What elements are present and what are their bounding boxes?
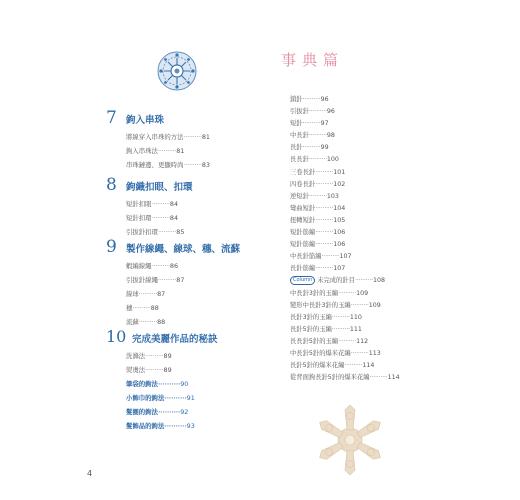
toc-entry[interactable]: 熨燙法··········89 [126, 366, 172, 374]
section-number: 9 [106, 237, 117, 257]
dictionary-entry[interactable]: 短針··········97 [290, 120, 329, 128]
toc-entry[interactable]: 引拔針扣環··········85 [126, 228, 185, 236]
crochet-snowflake-icon [314, 404, 386, 476]
section-title: 完成美麗作品的秘訣 [132, 334, 218, 345]
section-number: 8 [106, 175, 117, 195]
dictionary-entry-column[interactable]: Column 未完成的針目··········108 [290, 275, 480, 287]
toc-entry[interactable]: 將線穿入串珠的方法··········81 [126, 133, 210, 141]
dictionary-entry[interactable]: 逆短針··········103 [290, 192, 339, 200]
dictionary-entry[interactable]: 從背面鉤長針5針的爆米花編··········114 [290, 374, 400, 382]
section-title: 製作線繩、線球、穗、流蘇 [126, 244, 241, 255]
toc-project-list [126, 377, 195, 433]
section-title: 鉤織扣眼、扣環 [126, 182, 193, 193]
dictionary-entry[interactable]: 變形中長針3針的玉編··········109 [290, 301, 381, 309]
dictionary-entry[interactable]: 長針3針的玉編··········110 [290, 313, 362, 321]
dictionary-entry[interactable]: 短針筋編··········106 [290, 229, 346, 237]
toc-project-entry[interactable]: 筆袋的鉤法··········90 [126, 380, 189, 388]
dictionary-entry[interactable]: 四卷長針··········102 [290, 180, 346, 188]
toc-entry[interactable]: 短針扣環··········84 [126, 214, 179, 222]
dictionary-entry[interactable]: 長針5針的爆米花編··········114 [290, 362, 375, 370]
column-badge: Column [290, 276, 315, 285]
crochet-doily-icon [156, 50, 198, 92]
dictionary-entry[interactable]: 鎖針··········96 [290, 96, 329, 103]
dictionary-entry[interactable]: 長針筋編··········107 [290, 265, 346, 273]
dictionary-entry[interactable]: 中長針筋編··········107 [290, 253, 352, 261]
toc-project-entry[interactable]: 小飾巾的鉤法··········91 [126, 394, 195, 402]
toc-section-9 [106, 237, 276, 329]
section-title: 鉤入串珠 [126, 115, 165, 126]
dictionary-list [290, 94, 480, 384]
toc-section-7 [106, 108, 276, 172]
toc-entry[interactable]: 引拔針線繩··········87 [126, 276, 185, 284]
toc-section-8 [106, 175, 276, 239]
toc-entry[interactable]: 穗··········88 [126, 304, 159, 312]
dictionary-entry[interactable]: 扭轉短針··········105 [290, 216, 346, 224]
toc-entry[interactable]: 鉤入串珠法··········81 [126, 147, 185, 155]
dictionary-entry[interactable]: 長針5針的玉編··········111 [290, 325, 362, 333]
dictionary-entry[interactable]: 中長針5針的爆米花編··········113 [290, 349, 381, 357]
section-number: 7 [106, 108, 117, 128]
dictionary-entry[interactable]: 三卷長針··········101 [290, 168, 346, 176]
toc-project-entry[interactable]: 髮圈的鉤法··········92 [126, 408, 189, 416]
toc-section-10 [106, 327, 276, 377]
dictionary-heading: 事典篇 [281, 51, 345, 69]
dictionary-entry[interactable]: 長針··········99 [290, 144, 329, 152]
page-number: 4 [87, 469, 93, 478]
toc-project-entry[interactable]: 髮飾品的鉤法··········93 [126, 422, 195, 430]
toc-entry[interactable]: 蝦編線繩··········86 [126, 262, 179, 270]
dictionary-entry[interactable]: 短針筋編··········106 [290, 241, 346, 249]
toc-entry[interactable]: 線球··········87 [126, 290, 166, 298]
dictionary-entry[interactable]: 長長針5針的玉編··········112 [290, 337, 369, 345]
dictionary-entry[interactable]: 中長針··········98 [290, 132, 335, 140]
dictionary-entry[interactable]: 彎曲短針··········104 [290, 204, 346, 212]
toc-entry[interactable]: 短針扣眼··········84 [126, 200, 179, 208]
toc-entry[interactable]: 流蘇··········88 [126, 318, 166, 326]
dictionary-entry[interactable]: 引拔針··········96 [290, 108, 335, 116]
toc-entry[interactable]: 洗滌法··········89 [126, 352, 172, 360]
dictionary-entry[interactable]: 中長針3針的玉編··········109 [290, 289, 369, 297]
section-number: 10 [106, 327, 127, 346]
dictionary-entry[interactable]: 長長針··········100 [290, 156, 339, 164]
toc-entry[interactable]: 串珠鏈邊、更顯時尚··········83 [126, 161, 210, 169]
